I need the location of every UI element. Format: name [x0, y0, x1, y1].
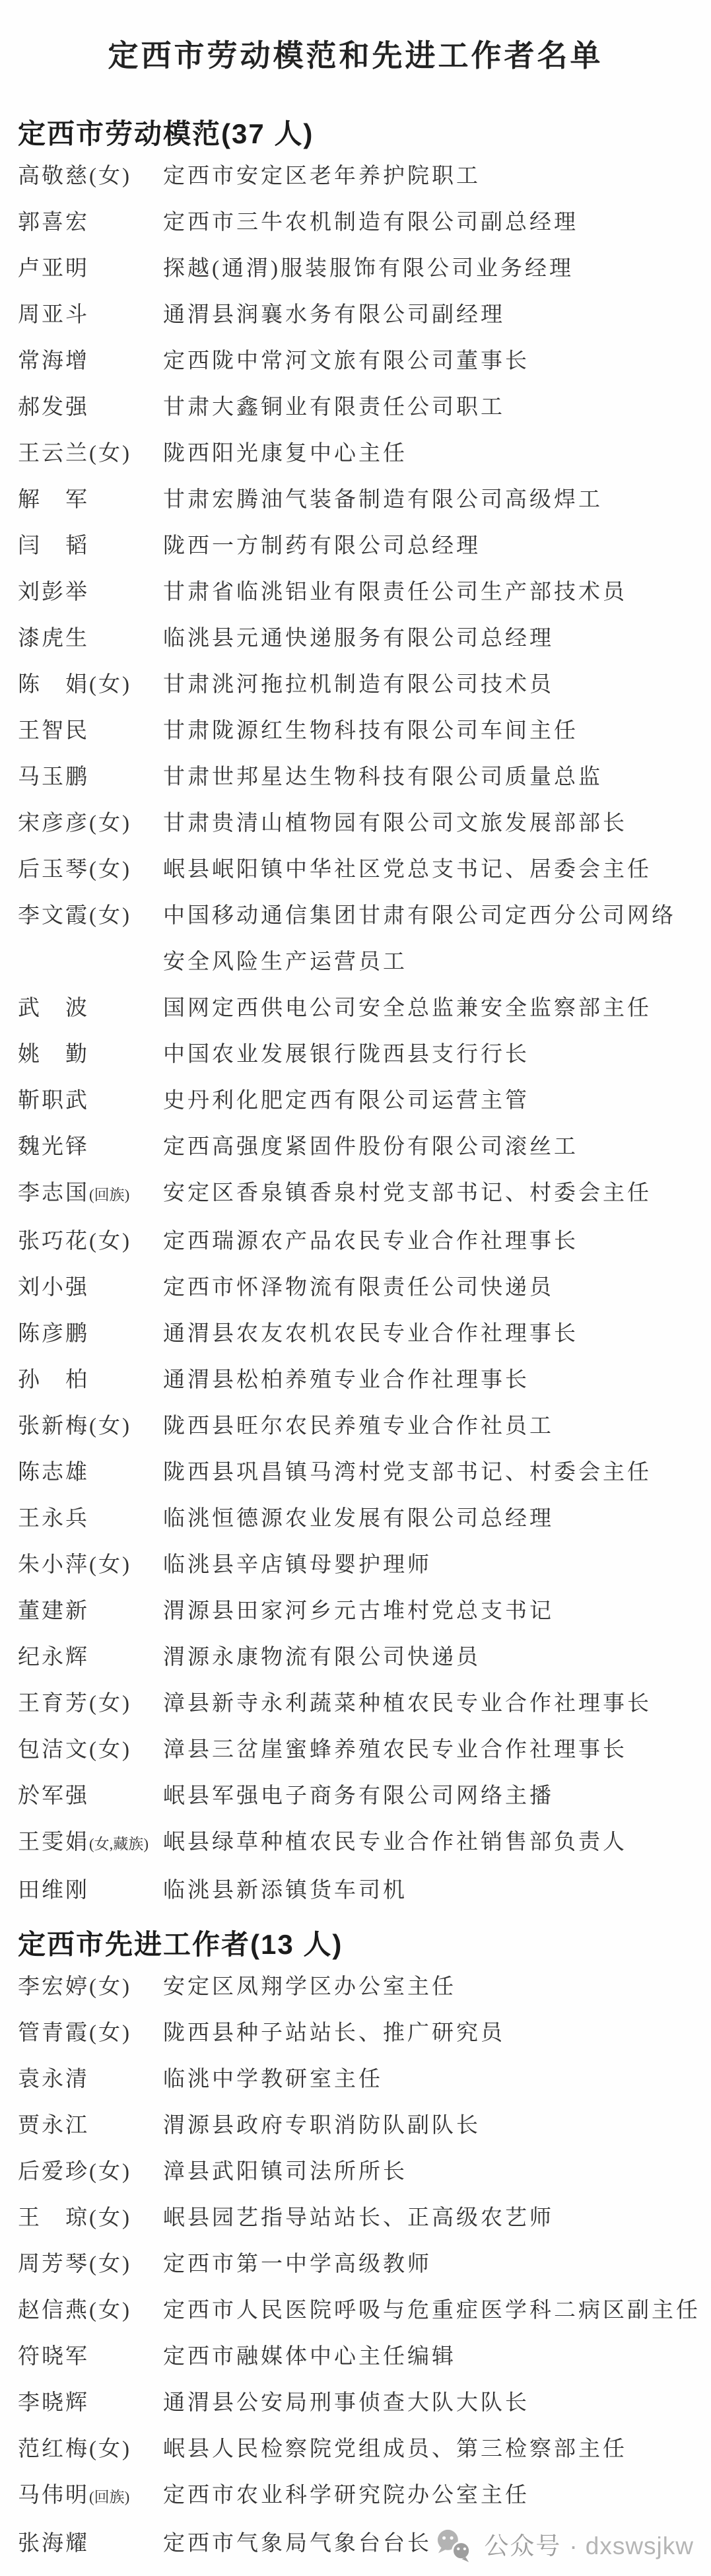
entry-name: 周芳琴(女)	[18, 2252, 131, 2276]
list-item	[0, 1727, 711, 1773]
entry-name: 董建新	[18, 1599, 89, 1623]
entry-role-cell	[163, 431, 711, 477]
watermark	[434, 2528, 694, 2563]
entry-name: 马伟明	[18, 2484, 89, 2507]
entry-name: 赵信燕(女)	[18, 2299, 131, 2322]
list-item	[0, 2010, 711, 2056]
entry-name-cell	[18, 1773, 163, 1819]
entry-role: 定西市安定区老年养护院职工	[163, 164, 481, 188]
entry-role-cell	[163, 477, 711, 523]
entry-role-cell	[163, 615, 711, 662]
entry-role-cell	[163, 1170, 711, 1216]
entry-role-cell	[163, 2103, 711, 2149]
entry-name-cell	[18, 2149, 163, 2195]
entry-role-cell	[163, 2241, 711, 2287]
page-title: 定西市劳动模范和先进工作者名单	[108, 39, 603, 73]
entry-name-cell	[18, 662, 163, 708]
entry-role: 临洮县新添镇货车司机	[163, 1879, 407, 1902]
entry-name: 於军强	[18, 1784, 89, 1808]
entry-name-cell	[18, 1588, 163, 1634]
entry-name-cell	[18, 1634, 163, 1681]
list-item	[0, 2472, 711, 2521]
entry-role-cell	[163, 2010, 711, 2056]
entry-role-line2: 安全风险生产运营员工	[163, 950, 407, 974]
entry-role: 岷县军强电子商务有限公司网络主播	[163, 1784, 554, 1808]
entry-name: 贾永江	[18, 2114, 89, 2138]
list-item	[0, 2426, 711, 2472]
entry-role: 安定区香泉镇香泉村党支部书记、村委会主任	[163, 1181, 652, 1205]
entry-role: 陇西阳光康复中心主任	[163, 442, 407, 466]
entry-role-cell	[163, 2426, 711, 2472]
section-labor-models	[0, 120, 711, 1914]
entry-name-cell	[18, 2521, 163, 2567]
list-item	[0, 1773, 711, 1819]
entry-role-cell	[163, 384, 711, 431]
list-item	[0, 2103, 711, 2149]
entry-name: 漆虎生	[18, 627, 89, 650]
entry-name: 李文霞(女)	[18, 904, 131, 928]
entry-role: 通渭县公安局刑事侦查大队大队长	[163, 2391, 529, 2415]
entry-name: 武 波	[18, 996, 89, 1020]
entry-role: 史丹利化肥定西有限公司运营主管	[163, 1089, 529, 1113]
entry-name-cell	[18, 569, 163, 615]
entry-role: 定西市三牛农机制造有限公司副总经理	[163, 211, 578, 234]
entry-role: 陇西一方制药有限公司总经理	[163, 534, 481, 558]
list-item	[0, 477, 711, 523]
entry-role: 陇西县巩昌镇马湾村党支部书记、村委会主任	[163, 1461, 652, 1484]
entry-name: 李晓辉	[18, 2391, 89, 2415]
entry-name: 靳职武	[18, 1089, 89, 1113]
list-item	[0, 2195, 711, 2241]
section-rows	[0, 1964, 711, 2567]
entry-role: 陇西县旺尔农民养殖专业合作社员工	[163, 1414, 554, 1438]
list-item	[0, 2380, 711, 2426]
entry-role-cell	[163, 1542, 711, 1588]
list-item	[0, 1311, 711, 1357]
entry-name: 陈 娟(女)	[18, 673, 131, 697]
entry-name-cell	[18, 1964, 163, 2010]
entry-name-cell	[18, 1265, 163, 1311]
entry-role: 中国移动通信集团甘肃有限公司定西分公司网络	[163, 904, 676, 928]
entry-role-cell	[163, 1218, 711, 1265]
entry-role: 甘肃洮河拖拉机制造有限公司技术员	[163, 673, 554, 697]
list-item	[0, 1964, 711, 2010]
list-item	[0, 2334, 711, 2380]
list-item	[0, 199, 711, 246]
entry-role: 临洮恒德源农业发展有限公司总经理	[163, 1507, 554, 1531]
entry-role: 漳县新寺永利蔬菜种植农民专业合作社理事长	[163, 1692, 652, 1716]
entry-role-cell	[163, 1964, 711, 2010]
entry-role-cell	[163, 1634, 711, 1681]
entry-role-cell	[163, 1124, 711, 1170]
list-item	[0, 2149, 711, 2195]
entry-name-cell	[18, 847, 163, 893]
list-item	[0, 2287, 711, 2334]
entry-name-cell	[18, 1449, 163, 1496]
entry-name: 王育芳(女)	[18, 1692, 131, 1716]
entry-role-cell	[163, 1727, 711, 1773]
entry-name-cell	[18, 2103, 163, 2149]
entry-name-cell	[18, 2056, 163, 2103]
list-item	[0, 569, 711, 615]
entry-name: 闫 韬	[18, 534, 89, 558]
entry-role-cell	[163, 153, 711, 199]
entry-role: 定西市第一中学高级教师	[163, 2252, 432, 2276]
list-item	[0, 847, 711, 893]
entry-name-cell	[18, 1031, 163, 1078]
entry-name: 李宏婷(女)	[18, 1975, 131, 1999]
entry-name-cell	[18, 338, 163, 384]
entry-name: 张新梅(女)	[18, 1414, 131, 1438]
entry-name-cell	[18, 754, 163, 800]
entry-role: 渭源县田家河乡元古堆村党总支书记	[163, 1599, 554, 1623]
entry-name: 张巧花(女)	[18, 1230, 131, 1253]
entry-name: 王 琼(女)	[18, 2206, 131, 2230]
entry-name: 马玉鹏	[18, 765, 89, 789]
entry-role-cell	[163, 800, 711, 847]
entry-name: 李志国	[18, 1181, 89, 1205]
entry-name-cell	[18, 893, 163, 939]
list-item	[0, 1496, 711, 1542]
entry-name-cell	[18, 1867, 163, 1914]
entry-name-cell	[18, 2195, 163, 2241]
entry-name: 王永兵	[18, 1507, 89, 1531]
list-item	[0, 1357, 711, 1403]
list-item	[0, 1819, 711, 1867]
list-item	[0, 800, 711, 847]
section-header: 定西市先进工作者(13 人)	[18, 1929, 343, 1960]
entry-role-cell	[163, 1265, 711, 1311]
entry-role: 临洮县辛店镇母婴护理师	[163, 1553, 432, 1577]
entry-role: 漳县武阳镇司法所所长	[163, 2160, 407, 2184]
entry-name: 符晓军	[18, 2345, 89, 2369]
entry-name: 高敬慈(女)	[18, 164, 131, 188]
entry-name-cell	[18, 246, 163, 292]
entry-role-cell	[163, 1681, 711, 1727]
watermark-separator: ·	[569, 2532, 578, 2559]
entry-role: 安定区凤翔学区办公室主任	[163, 1975, 456, 1999]
entry-role: 岷县园艺指导站站长、正高级农艺师	[163, 2206, 554, 2230]
entry-name-cell	[18, 2334, 163, 2380]
entry-role: 渭源永康物流有限公司快递员	[163, 1646, 481, 1669]
entry-name-cell	[18, 1542, 163, 1588]
entry-name: 郭喜宏	[18, 211, 89, 234]
entry-name-cell	[18, 1681, 163, 1727]
list-item	[0, 153, 711, 199]
list-item	[0, 523, 711, 569]
entry-role: 定西市怀泽物流有限责任公司快递员	[163, 1276, 554, 1300]
entry-name: 解 军	[18, 488, 89, 512]
entry-role: 定西市融媒体中心主任编辑	[163, 2345, 456, 2369]
entry-role: 通渭县松柏养殖专业合作社理事长	[163, 1368, 529, 1392]
entry-role: 定西市人民医院呼吸与危重症医学科二病区副主任	[163, 2299, 700, 2322]
entry-role-cell	[163, 2380, 711, 2426]
entry-name: 后玉琴(女)	[18, 858, 131, 882]
entry-role: 漳县三岔崖蜜蜂养殖农民专业合作社理事长	[163, 1738, 627, 1762]
entry-name: 后爱珍(女)	[18, 2160, 131, 2184]
entry-role: 定西瑞源农产品农民专业合作社理事长	[163, 1230, 578, 1253]
entry-role: 临洮县元通快递服务有限公司总经理	[163, 627, 554, 650]
entry-role: 陇西县种子站站长、推广研究员	[163, 2021, 505, 2045]
entry-role-cell	[163, 1773, 711, 1819]
entry-role: 甘肃世邦星达生物科技有限公司质量总监	[163, 765, 603, 789]
entry-name-cell	[18, 800, 163, 847]
entry-name-cell	[18, 2287, 163, 2334]
entry-role: 定西高强度紧固件股份有限公司滚丝工	[163, 1135, 578, 1159]
entry-name: 范红梅(女)	[18, 2437, 131, 2461]
entry-role-cell	[163, 1311, 711, 1357]
entry-name: 卢亚明	[18, 257, 89, 281]
entry-name: 郝发强	[18, 396, 89, 419]
list-item	[0, 985, 711, 1031]
list-item	[0, 246, 711, 292]
entry-name-cell	[18, 384, 163, 431]
entry-name: 管青霞(女)	[18, 2021, 131, 2045]
list-item	[0, 754, 711, 800]
entry-name-cell	[18, 1403, 163, 1449]
entry-role-cell	[163, 754, 711, 800]
entry-role-cell	[163, 199, 711, 246]
entry-role: 定西市气象局气象台台长	[163, 2532, 432, 2556]
wechat-icon	[434, 2528, 475, 2563]
entry-name-cell	[18, 2426, 163, 2472]
entry-name: 陈志雄	[18, 1461, 89, 1484]
entry-name: 袁永清	[18, 2068, 89, 2091]
entry-role-cell	[163, 1496, 711, 1542]
list-item	[0, 431, 711, 477]
entry-name-cell	[18, 2010, 163, 2056]
entry-role-cell	[163, 708, 711, 754]
list-item	[0, 292, 711, 338]
list-item	[0, 1634, 711, 1681]
list-item	[0, 615, 711, 662]
entry-name-cell	[18, 1727, 163, 1773]
list-item	[0, 1170, 711, 1218]
entry-role: 岷县岷阳镇中华社区党总支书记、居委会主任	[163, 858, 652, 882]
entry-name: 王云兰(女)	[18, 442, 131, 466]
entry-name: 包洁文(女)	[18, 1738, 131, 1762]
watermark-account: dxswsjkw	[585, 2532, 694, 2559]
entry-name: 常海增	[18, 349, 89, 373]
entry-role-cell	[163, 292, 711, 338]
entry-name-cell	[18, 2241, 163, 2287]
entry-name-cell	[18, 1311, 163, 1357]
entry-name-cell	[18, 431, 163, 477]
entry-role-cell	[163, 2056, 711, 2103]
section-advanced-workers	[0, 1931, 711, 2567]
entry-role-cell	[163, 1403, 711, 1449]
entry-role-cell	[163, 569, 711, 615]
entry-role: 甘肃大鑫铜业有限责任公司职工	[163, 396, 505, 419]
section-rows	[0, 153, 711, 1914]
entry-role-cell	[163, 338, 711, 384]
entry-role-cell	[163, 847, 711, 893]
entry-role: 定西陇中常河文旅有限公司董事长	[163, 349, 529, 373]
list-item	[0, 893, 711, 985]
entry-role-cell	[163, 1449, 711, 1496]
entry-role-cell	[163, 985, 711, 1031]
list-item	[0, 338, 711, 384]
entry-role: 甘肃贵清山植物园有限公司文旅发展部部长	[163, 812, 627, 835]
entry-name-cell	[18, 523, 163, 569]
entry-name-cell	[18, 2472, 163, 2521]
entry-role: 临洮中学教研室主任	[163, 2068, 383, 2091]
entry-role: 通渭县农友农机农民专业合作社理事长	[163, 1322, 578, 1346]
entry-role: 渭源县政府专职消防队副队长	[163, 2114, 481, 2138]
entry-note: (回族)	[89, 1187, 130, 1203]
entry-name: 朱小萍(女)	[18, 1553, 131, 1577]
list-item	[0, 2056, 711, 2103]
entry-name-cell	[18, 1170, 163, 1218]
watermark-label: 公众号	[484, 2532, 562, 2559]
entry-role-cell	[163, 662, 711, 708]
entry-name: 张海耀	[18, 2532, 89, 2556]
entry-note: (女,藏族)	[89, 1836, 149, 1852]
entry-role-cell	[163, 246, 711, 292]
entry-name: 姚 勤	[18, 1043, 89, 1066]
entry-name-cell	[18, 2380, 163, 2426]
entry-role: 通渭县润襄水务有限公司副经理	[163, 303, 505, 327]
entry-role-cell	[163, 1867, 711, 1914]
entry-role: 甘肃省临洮铝业有限责任公司生产部技术员	[163, 580, 627, 604]
entry-name: 宋彦彦(女)	[18, 812, 131, 835]
entry-name: 王雯娟	[18, 1830, 89, 1854]
list-item	[0, 1542, 711, 1588]
entry-name-cell	[18, 292, 163, 338]
entry-role: 定西市农业科学研究院办公室主任	[163, 2484, 529, 2507]
entry-role: 甘肃陇源红生物科技有限公司车间主任	[163, 719, 578, 743]
list-item	[0, 1403, 711, 1449]
entry-name-cell	[18, 1218, 163, 1265]
entry-name-cell	[18, 1496, 163, 1542]
entry-name-cell	[18, 477, 163, 523]
entry-role-cell	[163, 1078, 711, 1124]
entry-role-cell	[163, 523, 711, 569]
entry-name-cell	[18, 985, 163, 1031]
entry-name-cell	[18, 708, 163, 754]
entry-role: 国网定西供电公司安全总监兼安全监察部主任	[163, 996, 652, 1020]
entry-name: 纪永辉	[18, 1646, 89, 1669]
entry-role-cell	[163, 1588, 711, 1634]
list-item	[0, 2241, 711, 2287]
list-item	[0, 1681, 711, 1727]
entry-role-cell	[163, 1819, 711, 1865]
entry-name-cell	[18, 1357, 163, 1403]
list-item	[0, 1449, 711, 1496]
entry-name: 刘小强	[18, 1276, 89, 1300]
entry-role-cell	[163, 2195, 711, 2241]
entry-role: 中国农业发展银行陇西县支行行长	[163, 1043, 529, 1066]
list-item	[0, 1588, 711, 1634]
list-item	[0, 1265, 711, 1311]
entry-role: 探越(通渭)服装服饰有限公司业务经理	[163, 257, 574, 281]
entry-name: 陈彦鹏	[18, 1322, 89, 1346]
entry-name-cell	[18, 615, 163, 662]
entry-role-cell	[163, 2472, 711, 2519]
list-item	[0, 708, 711, 754]
entry-role: 甘肃宏腾油气装备制造有限公司高级焊工	[163, 488, 603, 512]
entry-role-cell	[163, 2287, 711, 2334]
entry-role-cell	[163, 893, 711, 985]
entry-name-cell	[18, 1124, 163, 1170]
list-item	[0, 1031, 711, 1078]
entry-name: 孙 柏	[18, 1368, 89, 1392]
entry-name: 魏光铎	[18, 1135, 89, 1159]
entry-role: 岷县绿草种植农民专业合作社销售部负责人	[163, 1830, 627, 1854]
list-item	[0, 1218, 711, 1265]
entry-name-cell	[18, 1819, 163, 1867]
entry-name-cell	[18, 1078, 163, 1124]
list-item	[0, 1867, 711, 1914]
list-item	[0, 1078, 711, 1124]
entry-name-cell	[18, 199, 163, 246]
entry-role: 岷县人民检察院党组成员、第三检察部主任	[163, 2437, 627, 2461]
entry-name-cell	[18, 153, 163, 199]
entry-name: 周亚斗	[18, 303, 89, 327]
entry-name: 刘彭举	[18, 580, 89, 604]
section-header: 定西市劳动模范(37 人)	[18, 118, 314, 149]
entry-role-cell	[163, 1357, 711, 1403]
entry-role-cell	[163, 2149, 711, 2195]
list-item	[0, 662, 711, 708]
entry-role-cell	[163, 2334, 711, 2380]
entry-note: (回族)	[89, 2489, 130, 2505]
entry-name: 田维刚	[18, 1879, 89, 1902]
list-item	[0, 384, 711, 431]
entry-role-cell	[163, 1031, 711, 1078]
list-item	[0, 1124, 711, 1170]
entry-name: 王智民	[18, 719, 89, 743]
